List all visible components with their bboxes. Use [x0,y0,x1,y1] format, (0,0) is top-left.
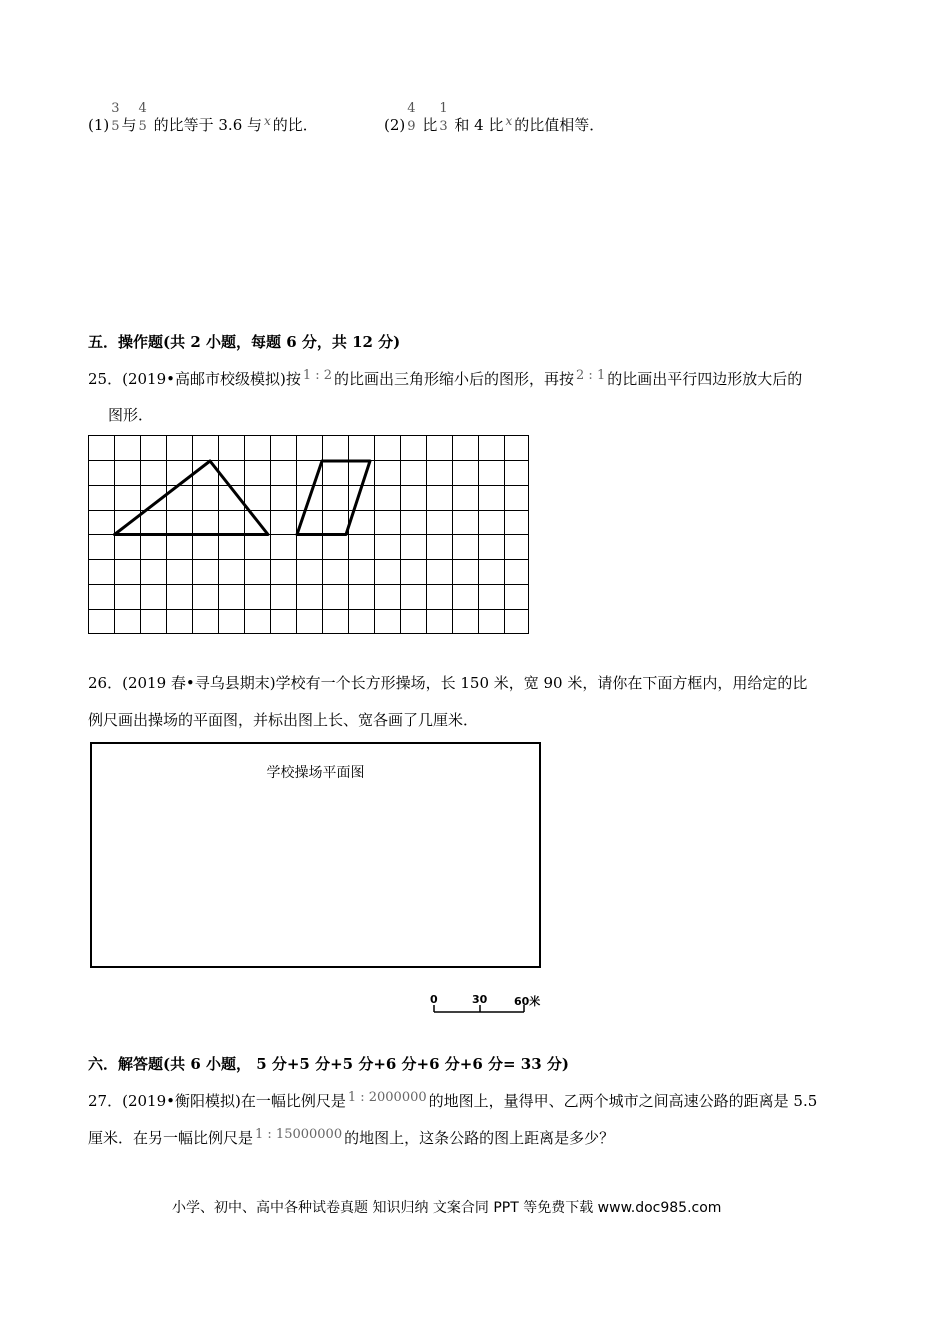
page-footer: 小学、初中、高中各种试卷真题 知识归纳 文案合同 PPT 等免费下载 www.doc985.com [172,1200,722,1216]
section-5-heading: 五．操作题(共 2 小题，每题 6 分，共 12 分) [88,333,401,351]
q27-line2: 厘米．在另一幅比例尺是 1 : 15000000 的地图上，这条公路的图上距离是多少？ [88,1127,615,1147]
q26-line2: 例尺画出操场的平面图，并标出图上长、宽各画了几厘米． [88,711,479,729]
q27-line1: 27．(2019•衡阳模拟)在一幅比例尺是 1 : 2000000 的地图上，量得甲、乙两个城市之间高速公路的距离是 5.5 [88,1090,818,1110]
q25-line2: 图形． [108,406,154,424]
fraction: 4 9 [407,101,416,134]
parallelogram-shape [297,461,370,535]
box-title: 学校操场平面图 [266,765,365,781]
q-prev-part2: (2) 4 9 比 1 3 和 4 比 $^x$ 的比值相等． [384,101,605,134]
scale-label-0: 0 [430,993,438,1006]
q25-line1: 25．(2019•高邮市校级模拟)按 1 : 2 的比画出三角形缩小后的图形，再按 2 : 1 的比画出平行四边形放大后的 [88,368,803,388]
fraction: 4 5 [138,101,147,134]
drawing-box [90,742,541,968]
section-6-heading: 六．解答题(共 6 小题， 5 分+5 分+5 分+6 分+6 分+6 分= 33 分) [88,1055,569,1073]
scale-label-30: 30 [472,993,488,1006]
scale-bar-line [434,1005,524,1012]
grid-figure [88,435,532,641]
q-prev-part1: (1) 3 5 与 4 5 的比等于 3.6 与 $^x$ 的比． [88,101,318,134]
grid-svg [88,435,532,637]
scale-label-60: 60米 [514,995,541,1008]
fraction: 1 3 [439,101,448,134]
fraction: 3 5 [111,101,120,134]
scale-bar [428,993,548,1015]
q26-line1: 26．(2019 春•寻乌县期末)学校有一个长方形操场，长 150 米，宽 90 米，请你在下面方框内，用给定的比 [88,674,808,692]
